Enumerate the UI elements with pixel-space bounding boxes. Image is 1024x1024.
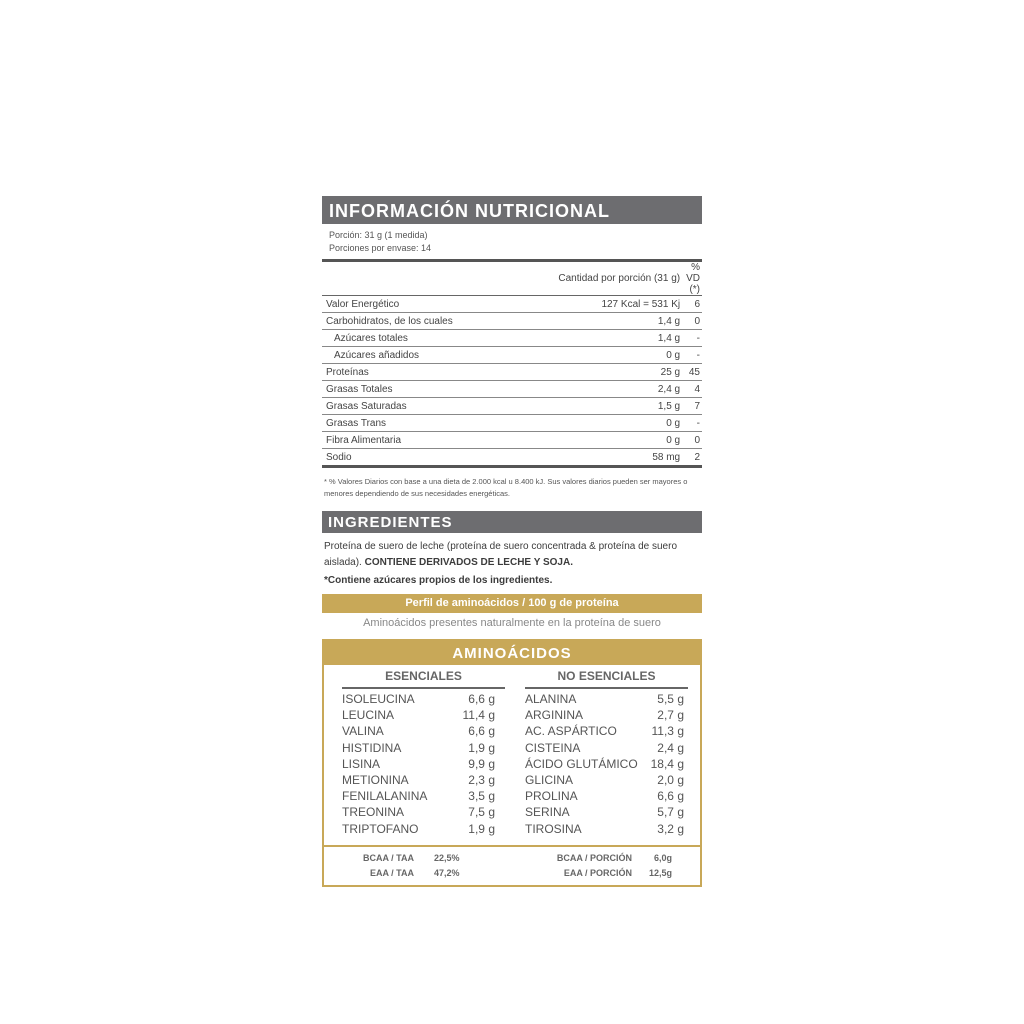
- allergen-warning: CONTIENE DERIVADOS DE LECHE Y SOJA.: [364, 557, 573, 568]
- aminoacids-summary: [324, 845, 700, 885]
- nonessential-header: NO ESENCIALES: [525, 669, 688, 689]
- nutrition-title: INFORMACIÓN NUTRICIONAL: [322, 196, 702, 224]
- ingredients-note: *Contiene azúcares propios de los ingredientes.: [324, 575, 553, 586]
- list-item: FENILALANINA 3,5 g: [342, 789, 495, 804]
- list-item: ÁCIDO GLUTÁMICO 18,4 g: [525, 756, 684, 771]
- amount-header: Cantidad por porción (31 g): [483, 262, 684, 296]
- table-row: Azúcares totales 1,4 g -: [322, 330, 702, 347]
- nutrition-label: [322, 196, 702, 887]
- table-row: Carbohidratos, de los cuales 1,4 g 0: [322, 313, 702, 330]
- list-item: GLICINA 2,0 g: [525, 772, 684, 787]
- aminoacid-profile-subtitle: Aminoácidos presentes naturalmente en la proteína de suero: [363, 617, 661, 629]
- summary-row: EAA / TAA 47,2% EAA / PORCIÓN 12,5g: [370, 867, 672, 878]
- list-item: TIROSINA 3,2 g: [525, 821, 684, 836]
- table-row: Grasas Saturadas 1,5 g 7: [322, 398, 702, 415]
- servings-per-container: Porciones por envase: 14: [329, 243, 432, 253]
- dv-header: % VD (*): [686, 262, 701, 295]
- table-row: Azúcares añadidos 0 g -: [322, 347, 702, 364]
- ingredients-title: INGREDIENTES: [322, 511, 702, 533]
- table-row: Sodio 58 mg 2: [322, 449, 702, 467]
- nonessential-column: [525, 669, 700, 837]
- ingredients-list: Proteína de suero de leche (proteína de suero concentrada & proteína de suero aislada).: [324, 541, 678, 568]
- nutrition-table-header: [322, 262, 702, 296]
- summary-row: BCAA / TAA 22,5% BCAA / PORCIÓN 6,0g: [363, 852, 672, 863]
- list-item: LISINA 9,9 g: [342, 756, 495, 771]
- serving-info: [322, 224, 702, 255]
- list-item: HISTIDINA 1,9 g: [342, 740, 495, 755]
- list-item: TREONINA 7,5 g: [342, 805, 495, 820]
- table-row: Grasas Totales 2,4 g 4: [322, 381, 702, 398]
- serving-size: Porción: 31 g (1 medida): [329, 230, 428, 240]
- table-row: Proteínas 25 g 45: [322, 364, 702, 381]
- essential-column: [342, 669, 517, 837]
- aminoacids-box: [322, 639, 702, 887]
- list-item: SERINA 5,7 g: [525, 805, 684, 820]
- table-row: Valor Energético 127 Kcal = 531 Kj 6: [322, 296, 702, 313]
- list-item: CISTEINA 2,4 g: [525, 740, 684, 755]
- nutrition-table: [322, 262, 702, 468]
- list-item: ALANINA 5,5 g: [525, 692, 684, 706]
- aminoacids-columns: [324, 665, 700, 843]
- daily-value-footnote: * % Valores Diarios con base a una dieta de 2.000 kcal u 8.400 kJ. Sus valores diarios pueden ser mayores o menores dependiendo de sus necesidades energéticas.: [324, 477, 688, 498]
- table-row: Fibra Alimentaria 0 g 0: [322, 432, 702, 449]
- aminoacids-title: AMINOÁCIDOS: [324, 641, 700, 665]
- list-item: VALINA 6,6 g: [342, 724, 495, 739]
- list-item: PROLINA 6,6 g: [525, 789, 684, 804]
- list-item: LEUCINA 11,4 g: [342, 708, 495, 723]
- list-item: ISOLEUCINA 6,6 g: [342, 692, 495, 706]
- aminoacid-profile-title: Perfil de aminoácidos / 100 g de proteína: [322, 594, 702, 613]
- list-item: ARGININA 2,7 g: [525, 708, 684, 723]
- ingredients-text: [322, 533, 702, 571]
- table-row: Grasas Trans 0 g -: [322, 415, 702, 432]
- list-item: AC. ASPÁRTICO 11,3 g: [525, 724, 684, 739]
- list-item: TRIPTOFANO 1,9 g: [342, 821, 495, 836]
- essential-header: ESENCIALES: [342, 669, 505, 689]
- list-item: METIONINA 2,3 g: [342, 772, 495, 787]
